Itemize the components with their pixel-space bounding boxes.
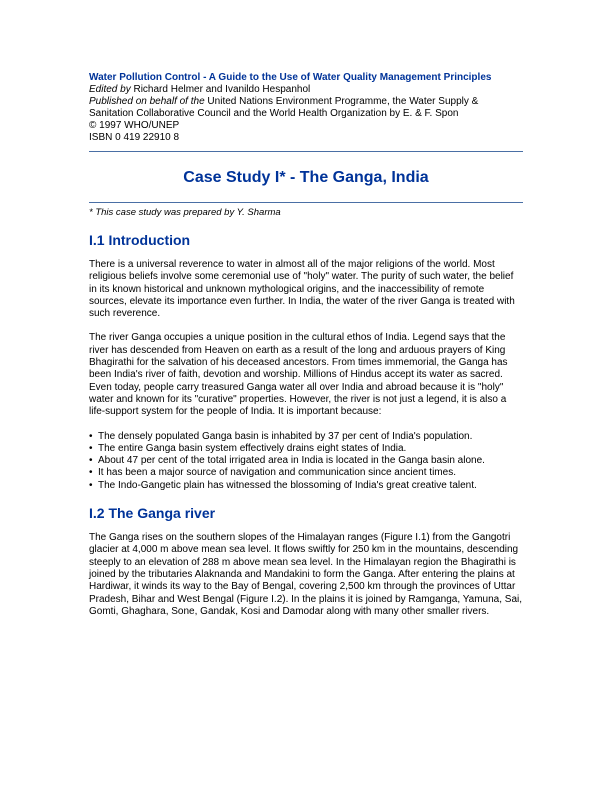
importance-list	[89, 431, 523, 492]
list-item: • The densely populated Ganga basin is inhabited by 37 per cent of India's population.	[89, 430, 473, 442]
list-item: • It has been a major source of navigation and communication since ancient times.	[89, 467, 456, 479]
intro-paragraph-2: The river Ganga occupies a unique position in the cultural ethos of India. Legend says that the river has descended from Heaven on earth as a result of the long and arduous prayers of King Bhagirathi for the salvation of his deceased ancestors. From times immemorial, the Ganga has been India's river of faith, devotion and worship. Millions of Hindus accept its water as sacred. Even today, people carry treasured Ganga water all over India and abroad because it is "holy" water and known for its "curative" properties. However, the river is not just a legend, it is also a life-support system for the people of India. It is important because:	[89, 332, 508, 418]
bullet-icon: •	[89, 442, 93, 454]
section-heading-ganga-river: I.2 The Ganga river	[89, 505, 216, 522]
list-item: • About 47 per cent of the total irrigated area in India is located in the Ganga basin alone.	[89, 455, 485, 467]
publisher-line	[89, 96, 523, 120]
edited-by-label: Edited by	[89, 84, 131, 95]
bullet-icon: •	[89, 430, 93, 442]
intro-paragraph-1: There is a universal reverence to water in almost all of the major religions of the world. Most religious beliefs involve some ceremonial use of "holy" water. The purity of such water, the belief in its known historical and unknown mythological origins, and the inaccessibility of remote sources, elevate its importance even further. In India, the water of the river Ganga is treated with such reverence.	[89, 259, 515, 320]
list-item: • The Indo-Gangetic plain has witnessed the blossoming of India's great creative talent.	[89, 479, 477, 491]
book-title: Water Pollution Control - A Guide to the Use of Water Quality Management Principles	[89, 72, 492, 83]
bullet-icon: •	[89, 467, 93, 479]
editors-line	[89, 84, 523, 96]
bullet-icon: •	[89, 455, 93, 467]
section-heading-introduction: I.1 Introduction	[89, 232, 191, 248]
case-study-title: Case Study I* - The Ganga, India	[183, 169, 429, 186]
publisher-text: United Nations Environment Programme, the Water Supply & Sanitation Collaborative Council and the World Health Organization by E. & F. Spon	[89, 96, 479, 119]
ganga-river-paragraph-1: The Ganga rises on the southern slopes of the Himalayan ranges (Figure I.1) from the Gangotri glacier at 4,000 m above mean sea level. It flows swiftly for 250 km in the mountains, descending steeply to an elevation of 288 m above mean sea level. In the Himalayan region the Bhagirathi is joined by the tributaries Alaknanda and Mandakini to form the Ganga. After entering the plains at Hardiwar, it winds its way to the Bay of Bengal, covering 2,500 km through the provinces of Uttar Pradesh, Bihar and West Bengal (Figure I.2). In the plains it is joined by Ramganga, Yamuna, Sai, Gomti, Ghaghara, Sone, Gandak, Kosi and Damodar along with many other smaller rivers.	[89, 532, 523, 617]
isbn-line: ISBN 0 419 22910 8	[89, 132, 180, 143]
copyright-line: © 1997 WHO/UNEP	[89, 120, 180, 131]
published-label: Published on behalf of the	[89, 96, 205, 107]
document-page	[89, 72, 523, 630]
header-divider	[89, 151, 523, 152]
title-divider	[89, 202, 523, 203]
author-footnote: * This case study was prepared by Y. Sharma	[89, 207, 281, 218]
bullet-icon: •	[89, 479, 93, 491]
list-item: • The entire Ganga basin system effectively drains eight states of India.	[89, 442, 407, 454]
editors-names: Richard Helmer and Ivanildo Hespanhol	[130, 84, 311, 95]
